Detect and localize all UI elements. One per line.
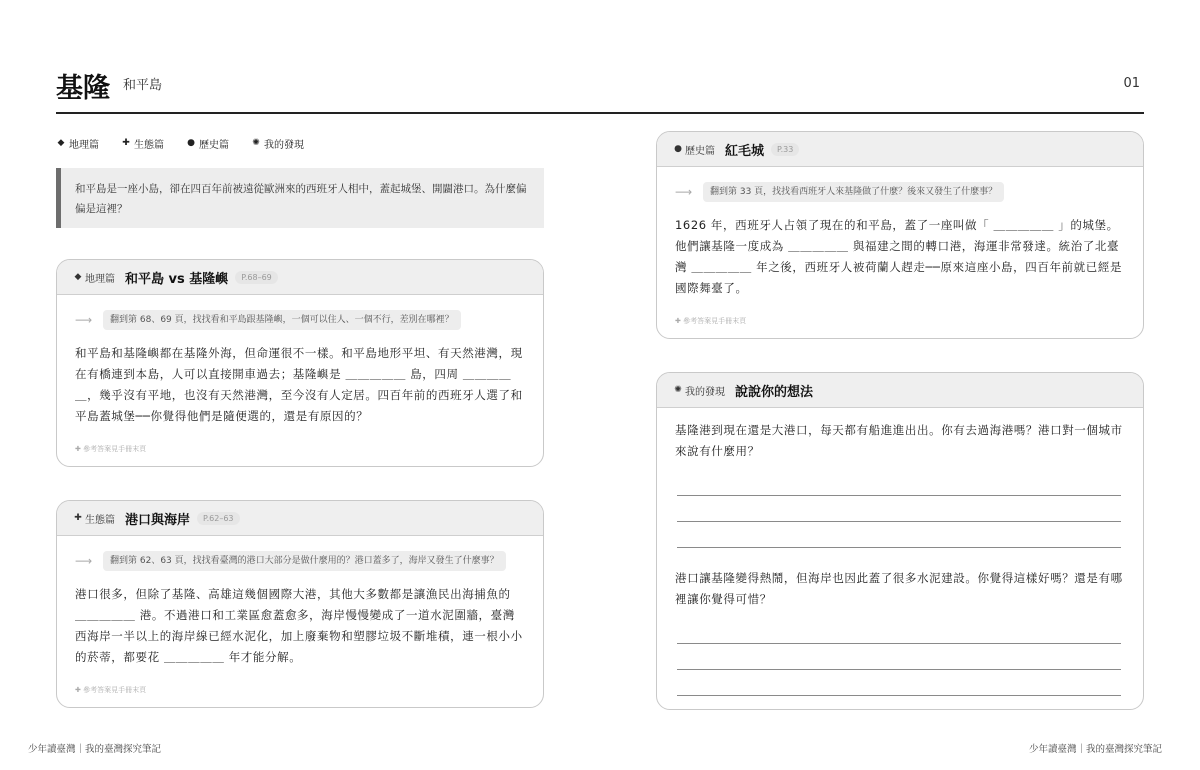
legend-item-geography: [56, 135, 99, 151]
legend-label: 歷史篇: [199, 139, 229, 151]
category-legend: [56, 135, 304, 151]
diamond-icon: ◆: [57, 138, 65, 148]
prompt-text: 翻到第 62、63 頁，找找看臺灣的港口大部分是做什麼用的？港口蓋多了，海岸又發生了什麼事？: [103, 551, 506, 571]
legend-item-ecology: [121, 135, 164, 151]
page-ref-badge: P.62–63: [197, 512, 239, 525]
card-category: 我的發現: [685, 386, 725, 398]
arrow-icon: ⟶: [675, 185, 693, 199]
card-category: 歷史篇: [685, 145, 715, 157]
card-title: 港口與海岸: [125, 512, 191, 528]
legend-label: 地理篇: [69, 139, 99, 151]
dot-icon: ●: [674, 144, 682, 154]
burst-icon: ✺: [674, 385, 682, 395]
prompt-row: [675, 181, 1143, 203]
answer-line[interactable]: [677, 670, 1121, 696]
page-header: [56, 62, 1144, 114]
answer-lines-1[interactable]: [677, 470, 1121, 548]
card-category: 地理篇: [85, 273, 115, 285]
card-title: 紅毛城: [725, 143, 765, 159]
page-title: 基隆: [56, 73, 110, 104]
legend-item-history: [186, 135, 229, 151]
card-title: 說說你的想法: [735, 384, 814, 400]
page-ref-badge: P.68–69: [235, 271, 277, 284]
card-header: [657, 132, 1143, 167]
footer-left: 少年讀臺灣｜我的臺灣探究筆記: [28, 744, 162, 755]
card-ecology: [56, 500, 544, 708]
answer-line[interactable]: [677, 496, 1121, 522]
answer-line[interactable]: [677, 522, 1121, 548]
card-title: 和平島 vs 基隆嶼: [125, 271, 229, 287]
page-number: 01: [1123, 76, 1140, 91]
cross-icon: ✚: [74, 513, 82, 523]
answer-line[interactable]: [677, 618, 1121, 644]
diamond-icon: ◆: [74, 272, 82, 282]
arrow-icon: ⟶: [75, 554, 93, 568]
footer-right: 少年讀臺灣｜我的臺灣探究筆記: [1028, 744, 1162, 755]
card-history: [656, 131, 1144, 339]
card-header: [657, 373, 1143, 408]
legend-label: 生態篇: [134, 139, 164, 151]
answer-line[interactable]: [677, 644, 1121, 670]
answer-ref: ✚ 參考答案見手冊末頁: [75, 445, 147, 453]
legend-item-discovery: [251, 135, 304, 151]
page-ref-badge: P.33: [771, 143, 799, 156]
page-subtitle: 和平島: [123, 78, 163, 93]
card-header: [57, 501, 543, 536]
prompt-row: [75, 309, 543, 331]
answer-line[interactable]: [677, 470, 1121, 496]
card-category: 生態篇: [85, 514, 115, 526]
card-body: 1626 年，西班牙人占領了現在的和平島，蓋了一座叫做「 ＿＿＿＿＿ 」的城堡。他們讓基隆一度成為 ＿＿＿＿＿ 與福建之間的轉口港，海運非常發達。統治了北臺灣 ＿＿＿＿＿ 年之後，西班牙人被荷蘭人趕走──原來這座小島，四百年前就已經是國際舞臺了。: [675, 218, 1123, 295]
card-body: 和平島和基隆嶼都在基隆外海，但命運很不一樣。和平島地形平坦、有天然港灣，現在有橋連到本島，人可以直接開車過去；基隆嶼是 ＿＿＿＿＿ 島，四周 ＿＿＿＿＿，幾乎沒有平地，也沒有天然港灣，至今沒有人定居。四百年前的西班牙人選了和平島蓋城堡──你覺得他們是隨便選的，還是有原因的？: [75, 346, 523, 423]
intro-box: 和平島是一座小島，卻在四百年前被遠從歐洲來的西班牙人相中，蓋起城堡、開闢港口。為什麼偏偏是這裡？: [56, 168, 544, 228]
legend-label: 我的發現: [264, 139, 304, 151]
answer-ref: ✚ 參考答案見手冊末頁: [75, 686, 147, 694]
card-header: [57, 260, 543, 295]
prompt-text: 翻到第 68、69 頁，找找看和平島跟基隆嶼，一個可以住人、一個不行，差別在哪裡？: [103, 310, 461, 330]
burst-icon: ✺: [252, 138, 260, 148]
card-geography: [56, 259, 544, 467]
question-1: 基隆港到現在還是大港口，每天都有船進進出出。你有去過海港嗎？港口對一個城市來說有什麼用？: [675, 423, 1123, 458]
prompt-row: [75, 550, 543, 572]
answer-lines-2[interactable]: [677, 618, 1121, 696]
dot-icon: ●: [187, 138, 195, 148]
prompt-text: 翻到第 33 頁，找找看西班牙人來基隆做了什麼？後來又發生了什麼事？: [703, 182, 1004, 202]
question-2: 港口讓基隆變得熱鬧，但海岸也因此蓋了很多水泥建設。你覺得這樣好嗎？還是有哪裡讓你覺得可惜？: [675, 571, 1123, 606]
arrow-icon: ⟶: [75, 313, 93, 327]
cross-icon: ✚: [122, 138, 130, 148]
card-discovery: [656, 372, 1144, 710]
answer-ref: ✚ 參考答案見手冊末頁: [675, 317, 747, 325]
card-body: 港口很多，但除了基隆、高雄這幾個國際大港，其他大多數都是讓漁民出海捕魚的 ＿＿＿＿＿ 港。不過港口和工業區愈蓋愈多，海岸慢慢變成了一道水泥圍牆，臺灣西海岸一半以上的海岸線已經水泥化，加上廢棄物和塑膠垃圾不斷堆積，連一根小小的菸蒂，都要花 ＿＿＿＿＿ 年才能分解。: [75, 587, 523, 664]
